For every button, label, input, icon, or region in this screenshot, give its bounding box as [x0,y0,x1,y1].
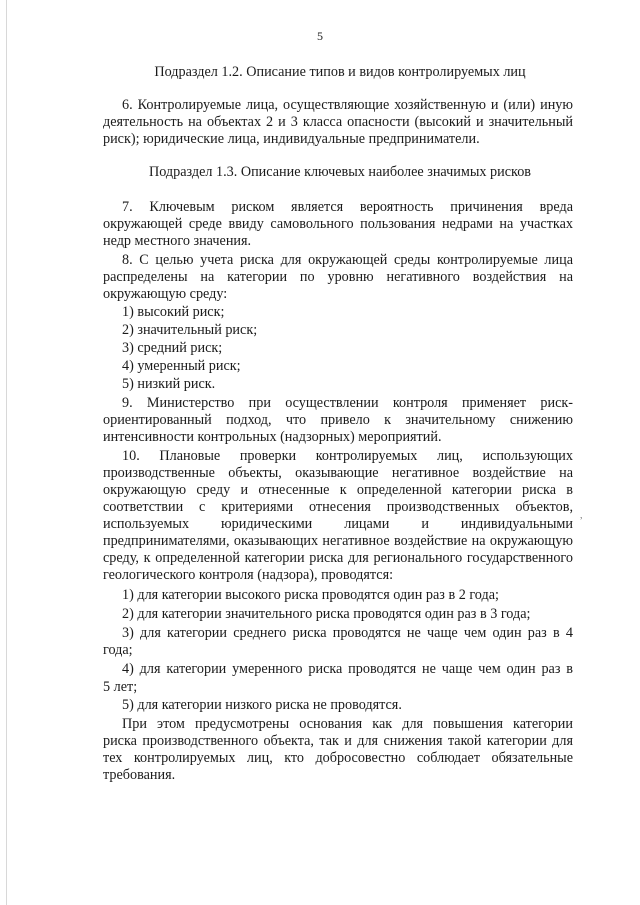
paragraph-10-line-7: среду, к определенной категории риска для регионального государственного [103,550,573,566]
final-paragraph-line-1: При этом предусмотрены основания как для повышения категории [122,716,573,732]
schedule-item-4-line-2: 5 лет; [103,679,138,695]
risk-list-item-5: 5) низкий риск. [122,376,216,392]
paragraph-7-line-3: недр местного значения. [103,233,252,249]
paragraph-10-line-6: предпринимателями, оказывающих негативное воздействие на окружающую [103,533,573,549]
subsection-1-2-title: Подраздел 1.2. Описание типов и видов контролируемых лиц [154,64,526,80]
risk-list-item-2: 2) значительный риск; [122,322,258,338]
risk-list-item-1: 1) высокий риск; [122,304,225,320]
paragraph-7-line-2: окружающей среде ввиду самовольного пользования недрами на участках [103,216,573,232]
paragraph-10-line-3: окружающую среду и отнесенные к определенной категории риска в [103,482,573,498]
paragraph-10-line-5: используемых юридическими лицами и индивидуальными [103,516,573,532]
paragraph-8-line-2: распределены на категории по уровню негативного воздействия на [103,269,573,285]
schedule-item-3-line-1: 3) для категории среднего риска проводятся не чаще чем один раз в 4 [122,625,573,641]
paragraph-8-line-3: окружающую среду: [103,286,228,302]
paragraph-10-line-1: 10. Плановые проверки контролируемых лиц, использующих [122,448,573,464]
paragraph-6-line-3: риск); юридические лица, индивидуальные предприниматели. [103,131,480,147]
risk-list-item-3: 3) средний риск; [122,340,223,356]
page-number: 5 [317,29,323,43]
schedule-item-3-line-2: года; [103,642,133,658]
final-paragraph-line-3: тех контролируемых лиц, кто добросовестно соблюдает обязательные [103,750,573,766]
paragraph-10-line-2: производственные объекты, оказывающие негативное воздействие на [103,465,573,481]
schedule-item-2: 2) для категории значительного риска проводятся один раз в 3 года; [122,606,531,622]
paragraph-6-line-1: 6. Контролируемые лица, осуществляющие хозяйственную и (или) иную [122,97,573,113]
schedule-item-4-line-1: 4) для категории умеренного риска проводятся не чаще чем один раз в [122,661,573,677]
paragraph-7-line-1: 7. Ключевым риском является вероятность причинения вреда [122,199,573,215]
final-paragraph-line-4: требования. [103,767,176,783]
final-paragraph-line-2: риска производственного объекта, так и для снижения такой категории для [103,733,573,749]
paragraph-10-line-8: геологического контроля (надзора), проводятся: [103,567,394,583]
paragraph-6-line-2: деятельность на объектах 2 и 3 класса опасности (высокий и значительный [103,114,573,130]
paragraph-10-line-4: соответствии с критериями отнесения производственных объектов, [103,499,573,515]
page-edge-shadow [6,0,7,905]
subsection-1-3-title: Подраздел 1.3. Описание ключевых наиболее значимых рисков [148,164,531,180]
margin-mark: , [580,510,583,521]
paragraph-9-line-1: 9. Министерство при осуществлении контроля применяет риск- [122,395,573,411]
paragraph-8-line-1: 8. С целью учета риска для окружающей среды контролируемые лица [122,252,573,268]
schedule-item-1: 1) для категории высокого риска проводятся один раз в 2 года; [122,587,499,603]
paragraph-9-line-2: ориентированный подход, что привело к значительному снижению [103,412,573,428]
risk-list-item-4: 4) умеренный риск; [122,358,241,374]
schedule-item-5: 5) для категории низкого риска не проводятся. [122,697,402,713]
paragraph-9-line-3: интенсивности контрольных (надзорных) мероприятий. [103,429,442,445]
